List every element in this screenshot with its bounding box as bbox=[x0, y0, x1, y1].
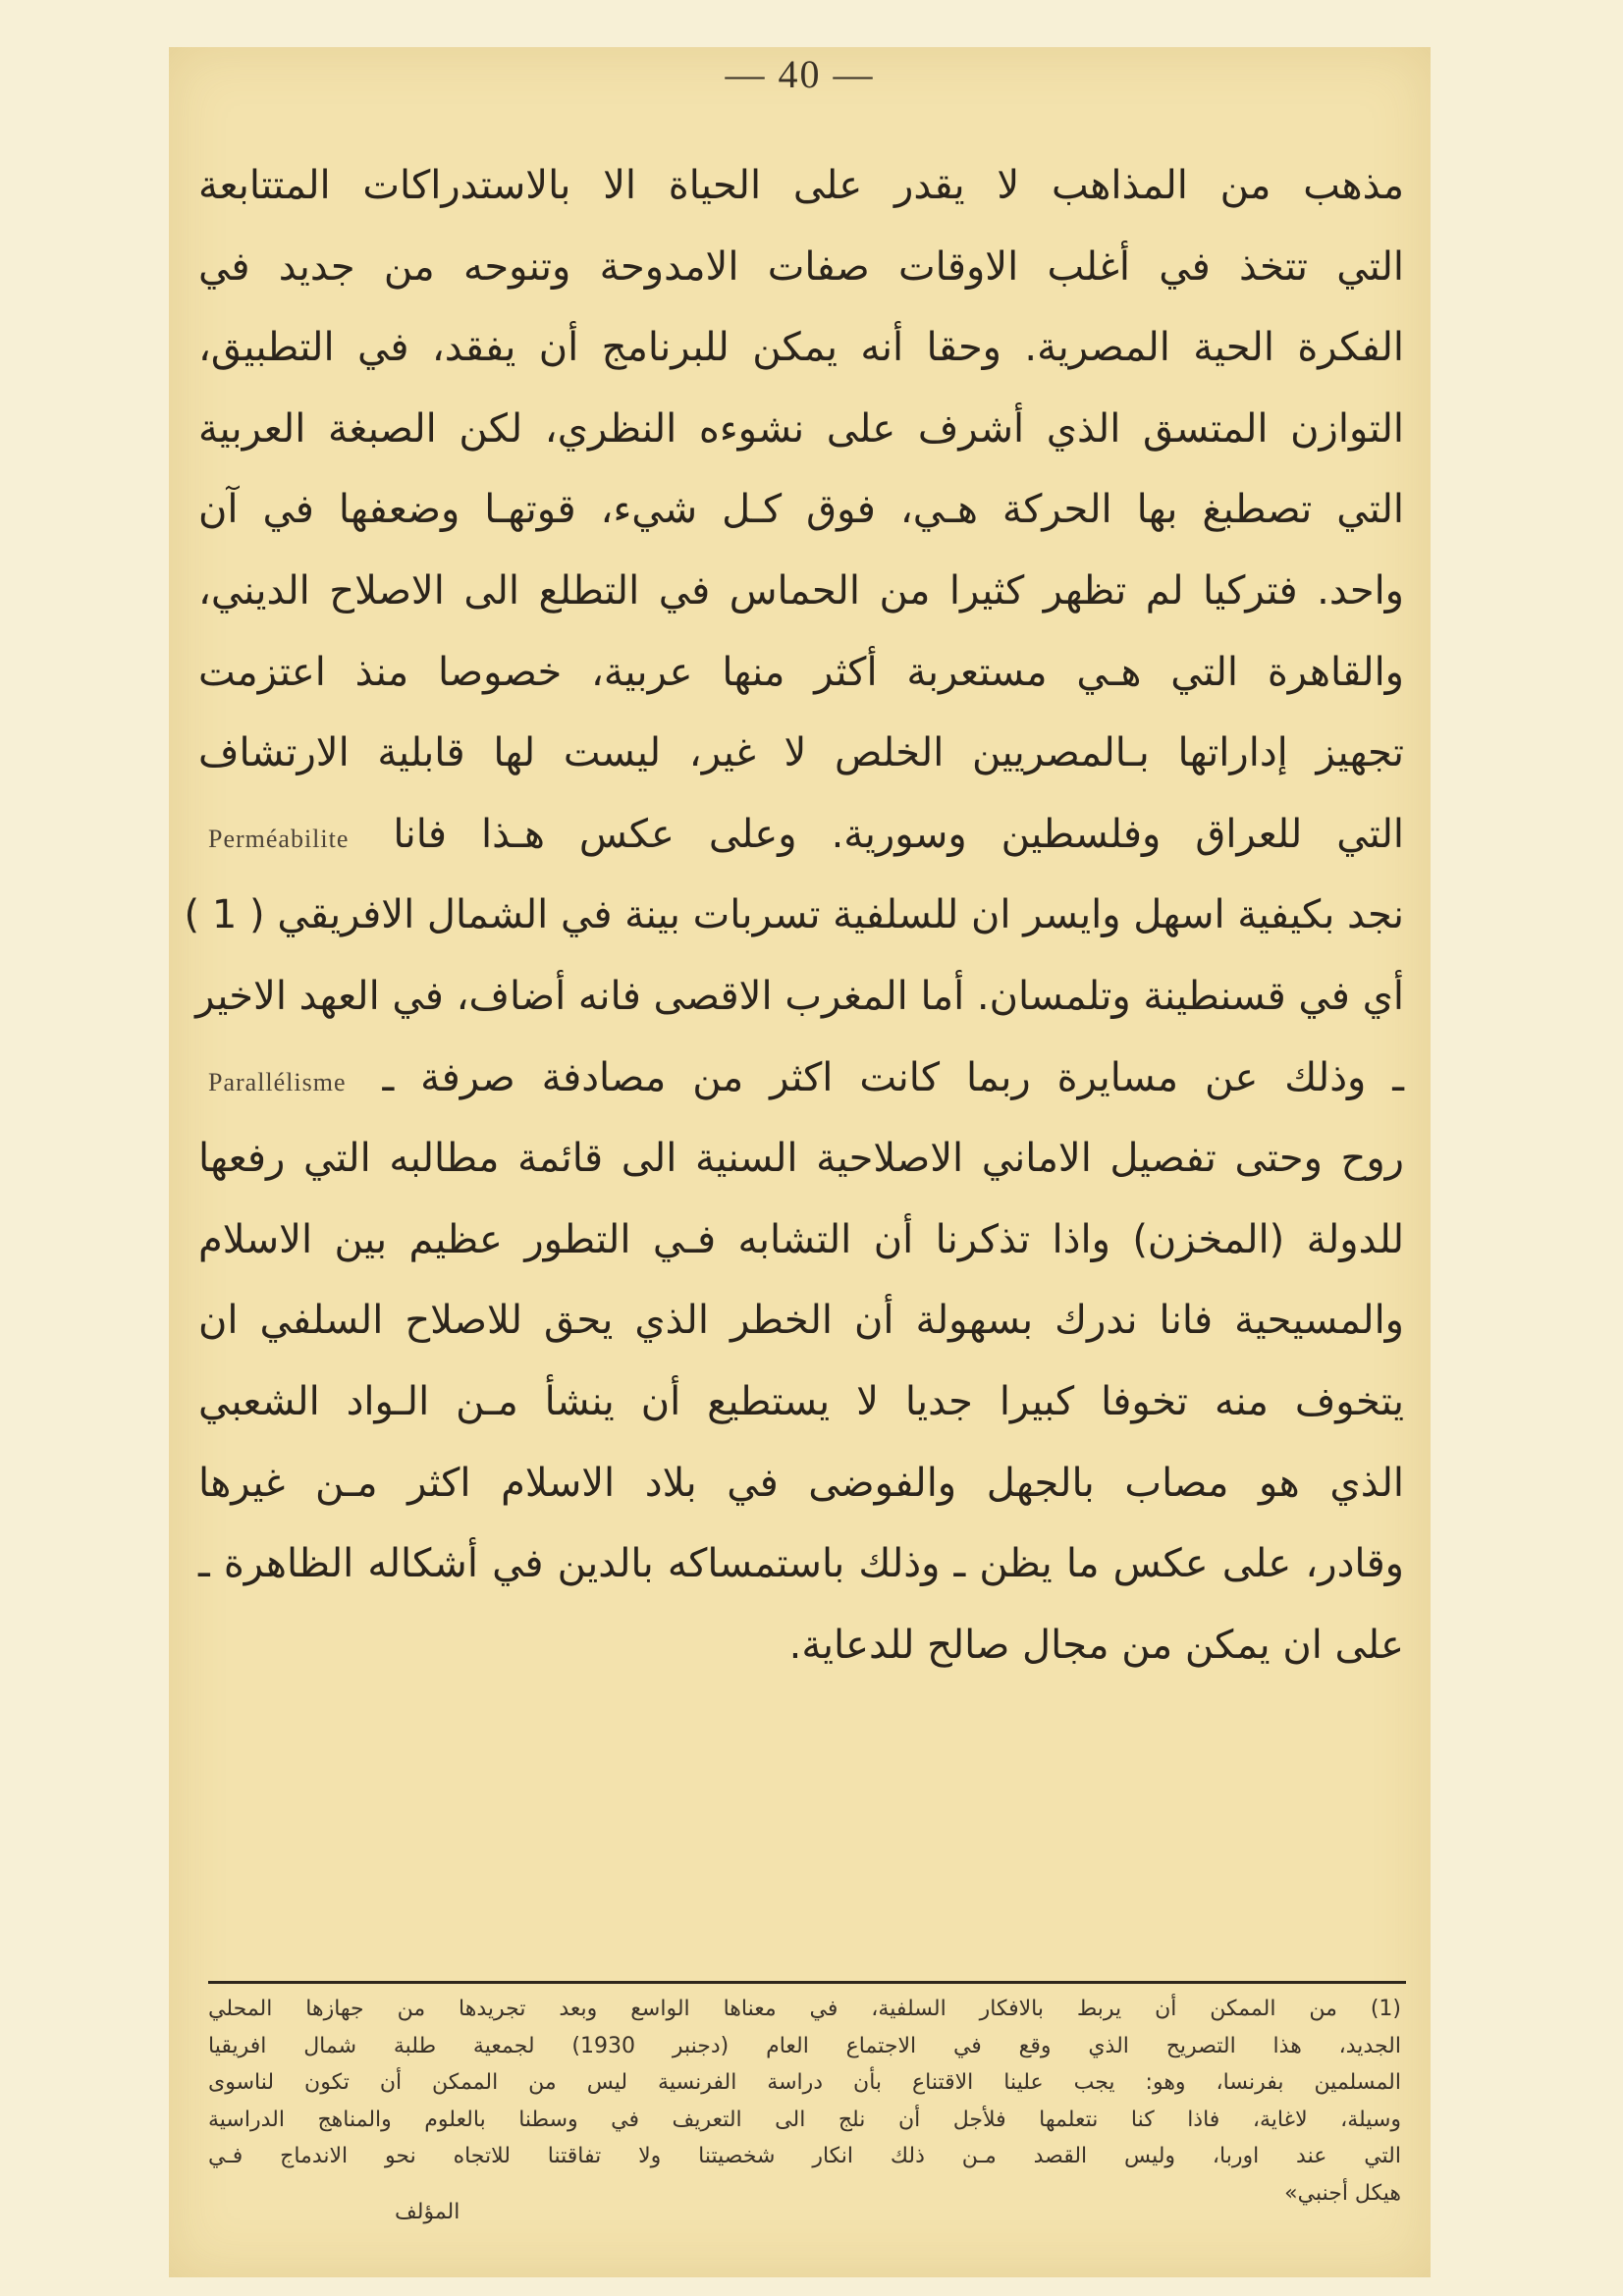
body-line: الفكرة الحية المصرية. وحقا أنه يمكن للبرنامج أن يفقد، في التطبيق، bbox=[198, 325, 1404, 371]
body-line-with-latin bbox=[198, 794, 1404, 876]
footnote-separator bbox=[208, 1981, 1406, 1984]
body-line: يتخوف منه تخوفا كبيرا جديا لا يستطيع أن ينشأ مـن الـواد الشعبي bbox=[198, 1378, 1404, 1424]
footnotes bbox=[208, 1991, 1401, 2212]
latin-term-parallelisme: Parallélisme bbox=[208, 1067, 347, 1096]
body-line-with-latin bbox=[198, 1038, 1404, 1119]
body-line: التي تتخذ في أغلب الاوقات صفات الامدوحة وتنوحه من جديد في bbox=[198, 243, 1404, 290]
footnote-line: (1) من الممكن أن يربط بالافكار السلفية، في معناها الواسع وبعد تجريدها من جهازها المحلي bbox=[208, 1997, 1401, 2021]
body-line: مذهب من المذاهب لا يقدر على الحياة الا بالاستدراكات المتتابعة bbox=[198, 163, 1404, 208]
body-line: على ان يمكن من مجال صالح للدعاية. bbox=[788, 1622, 1404, 1668]
body-text bbox=[184, 145, 1404, 1685]
page-number: — 40 — bbox=[725, 52, 875, 96]
body-line: للدولة (المخزن) واذا تذكرنا أن التشابه فـي التطور عظيم بين الاسلام bbox=[198, 1216, 1404, 1262]
footnote-line: هيكل أجنبي» bbox=[1284, 2180, 1401, 2206]
body-line: وقادر، على عكس ما يظن ـ وذلك باستمساكه بالدين في أشكاله الظاهرة ـ bbox=[198, 1541, 1404, 1587]
body-line: تجهيز إداراتها بـالمصريين الخلص لا غير، ليست لها قابلية الارتشاف bbox=[198, 730, 1404, 776]
body-line: نجد بكيفية اسهل وايسر ان للسلفية تسربات بينة في الشمال الافريقي ( 1 ) bbox=[184, 892, 1404, 938]
body-line-text: التي للعراق وفلسطين وسورية. وعلى عكس هـذا فانا bbox=[393, 811, 1404, 857]
footnote-line: المسلمين بفرنسا، وهو: يجب علينا الاقتناع بأن دراسة الفرنسية ليس من الممكن أن تكون لناسوى bbox=[208, 2070, 1401, 2095]
body-line: والقاهرة التي هـي مستعربة أكثر منها عربية، خصوصا منذ اعتزمت bbox=[198, 649, 1404, 695]
body-line: واحد. فتركيا لم تظهر كثيرا من الحماس في التطلع الى الاصلاح الديني، bbox=[198, 567, 1404, 614]
body-line: أي في قسنطينة وتلمسان. أما المغرب الاقصى فانه أضاف، في العهد الاخير bbox=[195, 973, 1404, 1019]
footnote-line: الجديد، هذا التصريح الذي وقع في الاجتماع العام (دجنبر 1930) لجمعية طلبة شمال افريقيا bbox=[208, 2033, 1401, 2058]
body-line: روح وحتى تفصيل الاماني الاصلاحية السنية الى قائمة مطالبه التي رفعها bbox=[198, 1136, 1404, 1182]
body-line-text: ـ وذلك عن مسايرة ربما كانت اكثر من مصادفة صرفة ـ bbox=[382, 1054, 1404, 1100]
body-line: والمسيحية فانا ندرك بسهولة أن الخطر الذي يحق للاصلاح السلفي ان bbox=[198, 1298, 1404, 1344]
body-line: الذي هو مصاب بالجهل والفوضى في بلاد الاسلام اكثر مـن غيرها bbox=[198, 1460, 1404, 1506]
body-line: التي تصطبغ بها الحركة هـي، فوق كـل شيء، قوتهـا وضعفها في آن bbox=[198, 487, 1404, 533]
latin-term-permeabilite: Perméabilite bbox=[208, 824, 350, 853]
body-line: التوازن المتسق الذي أشرف على نشوءه النظري، لكن الصبغة العربية bbox=[198, 405, 1404, 452]
book-page bbox=[169, 47, 1431, 2277]
footnote-line: وسيلة، لاغاية، فاذا كنا نتعلمها فلأجل أن نلج الى التعريف في وسطنا بالعلوم والمناهج الدراسية bbox=[208, 2107, 1401, 2132]
footnote-author: المؤلف bbox=[395, 2200, 460, 2224]
footnote-line: التي عند اوربا، وليس القصد مـن ذلك انكار شخصيتنا ولا تفاقتنا للاتجاه نحو الاندماج فـي bbox=[208, 2144, 1401, 2168]
